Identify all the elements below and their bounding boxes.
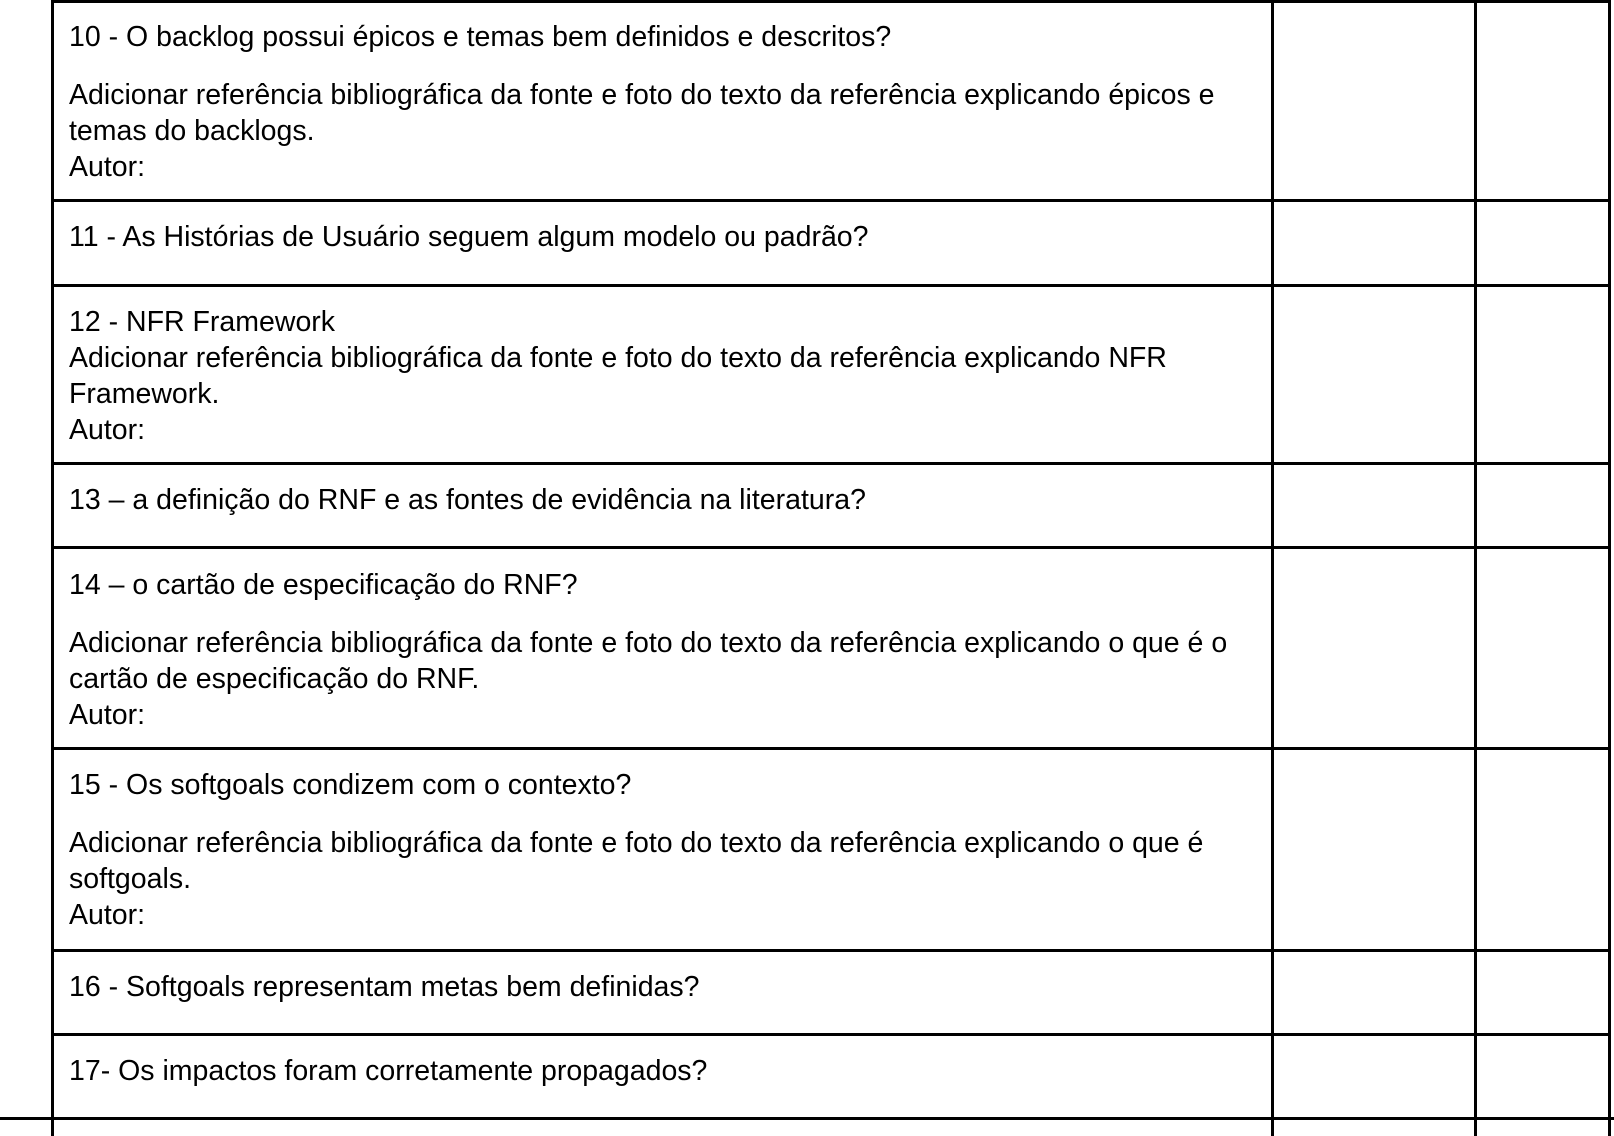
question-title: 16 - Softgoals representam metas bem definidas? <box>69 971 700 1003</box>
answer-cell[interactable] <box>1272 200 1474 285</box>
table-row <box>0 547 1614 748</box>
question-note: Adicionar referência bibliográfica da fonte e foto do texto da referência explicando épicos e temas do backlogs. <box>69 79 1215 147</box>
question-title: 13 – a definição do RNF e as fontes de evidência na literatura? <box>69 484 866 516</box>
answer-cell[interactable] <box>1272 0 1474 200</box>
row-divider <box>0 1117 1614 1120</box>
row-divider <box>51 199 1611 202</box>
question-note: Adicionar referência bibliográfica da fonte e foto do texto da referência explicando o que é softgoals. <box>69 827 1204 895</box>
row-divider <box>51 1033 1611 1036</box>
answer-cell[interactable] <box>1474 748 1614 950</box>
answer-cell[interactable] <box>1474 463 1614 547</box>
table-border-right <box>1608 0 1611 1136</box>
table-row <box>0 463 1614 547</box>
row-divider <box>51 747 1611 750</box>
answer-cell[interactable] <box>1474 285 1614 463</box>
answer-cell[interactable] <box>1474 200 1614 285</box>
question-cell <box>52 200 1272 285</box>
question-title: 11 - As Histórias de Usuário seguem algum modelo ou padrão? <box>69 221 869 253</box>
question-author-label: Autor: <box>69 699 146 731</box>
table-row <box>0 950 1614 1034</box>
answer-cell[interactable] <box>1272 1034 1474 1118</box>
row-divider <box>51 462 1611 465</box>
question-author-label: Autor: <box>69 414 146 446</box>
table-row <box>0 0 1614 200</box>
column-divider <box>1474 0 1477 1136</box>
question-cell <box>52 0 1272 200</box>
question-cell <box>52 285 1272 463</box>
table-row <box>0 748 1614 950</box>
table-row <box>0 1034 1614 1118</box>
question-cell <box>52 950 1272 1034</box>
answer-cell[interactable] <box>1474 950 1614 1034</box>
row-divider <box>51 546 1611 549</box>
table-row <box>0 200 1614 285</box>
question-title: 14 – o cartão de especificação do RNF? <box>69 569 578 601</box>
row-divider <box>51 949 1611 952</box>
question-title: 17- Os impactos foram corretamente propagados? <box>69 1055 708 1087</box>
question-title: 10 - O backlog possui épicos e temas bem definidos e descritos? <box>69 21 892 53</box>
column-divider <box>1271 0 1274 1136</box>
question-cell <box>52 463 1272 547</box>
answer-cell[interactable] <box>1272 547 1474 748</box>
table-border-top <box>51 0 1611 3</box>
question-author-label: Autor: <box>69 151 146 183</box>
question-title: 12 - NFR Framework <box>69 306 336 338</box>
question-cell <box>52 748 1272 950</box>
answer-cell[interactable] <box>1474 547 1614 748</box>
row-divider <box>51 284 1611 287</box>
answer-cell[interactable] <box>1474 0 1614 200</box>
table-row <box>0 285 1614 463</box>
question-cell <box>52 1034 1272 1118</box>
answer-cell[interactable] <box>1272 285 1474 463</box>
question-title: 15 - Os softgoals condizem com o contexto? <box>69 769 632 801</box>
answer-cell[interactable] <box>1272 748 1474 950</box>
answer-cell[interactable] <box>1474 1034 1614 1118</box>
answer-cell[interactable] <box>1272 463 1474 547</box>
question-note: Adicionar referência bibliográfica da fonte e foto do texto da referência explicando o que é o cartão de especificação do RNF. <box>69 627 1228 695</box>
question-note: Adicionar referência bibliográfica da fonte e foto do texto da referência explicando NFR Framework. <box>69 342 1167 410</box>
answer-cell[interactable] <box>1272 950 1474 1034</box>
question-cell <box>52 547 1272 748</box>
question-author-label: Autor: <box>69 899 146 931</box>
table-border-left <box>51 0 54 1136</box>
